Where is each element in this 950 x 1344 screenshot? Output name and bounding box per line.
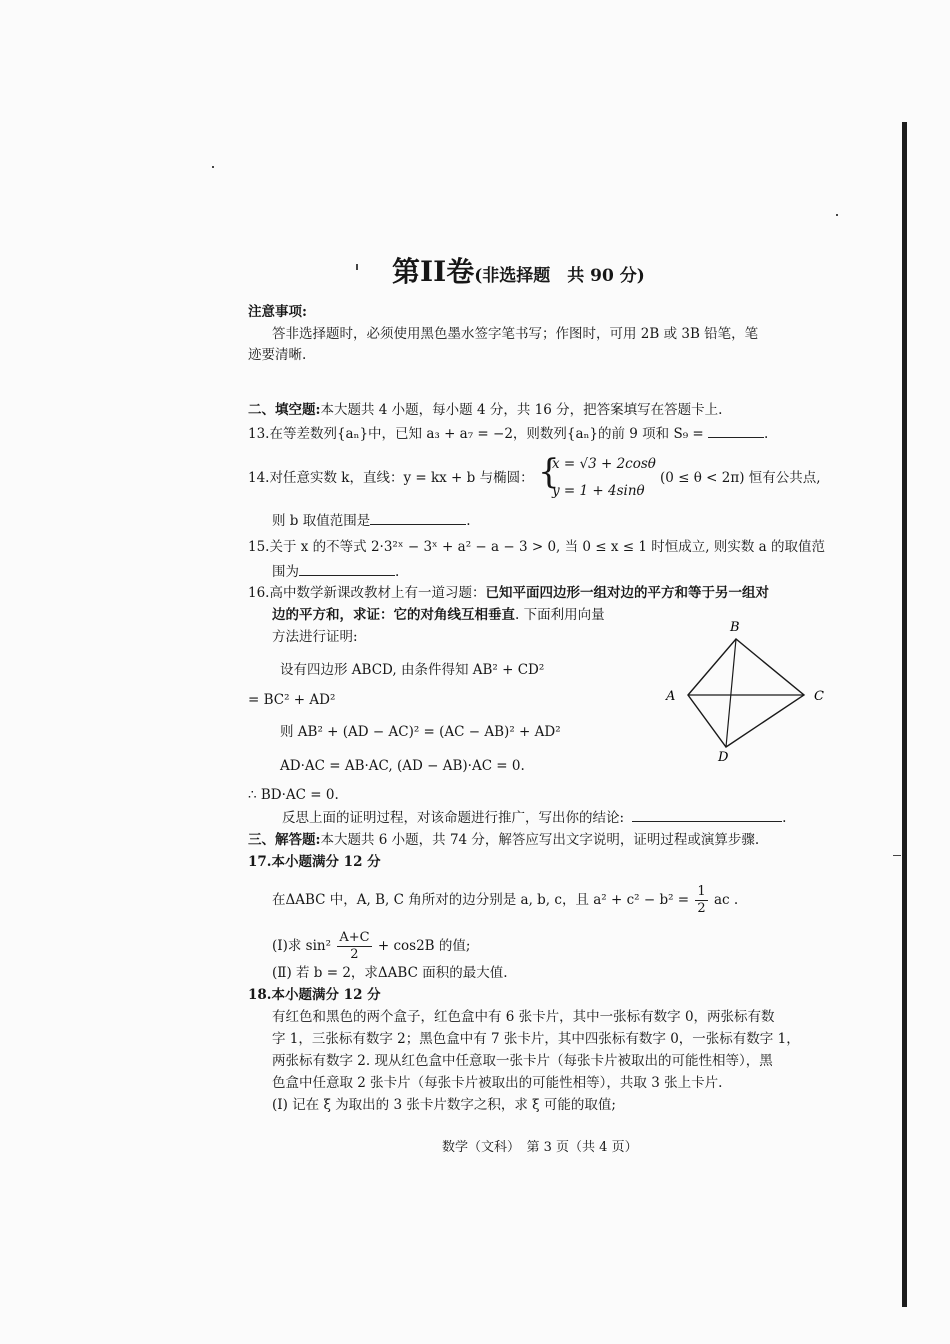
q16-line1-b: 已知平面四边形一组对边的平方和等于另一组对: [485, 585, 769, 601]
q16-line1-a: 16.高中数学新课改教材上有一道习题：: [248, 585, 486, 601]
q14-system-line1: x = √3 + 2cosθ: [552, 456, 656, 472]
page-footer: 数学（文科） 第 3 页（共 4 页）: [442, 1140, 638, 1155]
notice-line2: 迹要清晰.: [248, 347, 307, 363]
label-b: B: [730, 620, 740, 635]
section3-text: 本大题共 6 小题，共 74 分，解答应写出文字说明，证明过程或演算步骤.: [320, 832, 760, 848]
q18-heading: 18.本小题满分 12 分: [248, 987, 381, 1003]
q16-answer-blank[interactable]: [632, 809, 782, 822]
q16-line2-a: 边的平方和，求证：它的对角线互相垂直: [272, 607, 515, 623]
label-d: D: [718, 750, 729, 765]
section-title: [392, 250, 645, 290]
q14-system-line2: y = 1 + 4sinθ: [552, 483, 645, 499]
q13-end: .: [764, 426, 769, 442]
quadrilateral-diagram: [660, 615, 830, 765]
q17-part1-b: + cos2B 的值;: [377, 938, 471, 954]
q18-line1: 有红色和黑色的两个盒子，红色盒中有 6 张卡片，其中一张标有数字 0，两张标有数: [272, 1009, 775, 1025]
q17-stem-end: ac .: [714, 892, 739, 908]
q17-part1: [272, 930, 470, 963]
q15-line2: [272, 562, 399, 582]
q17-part1-num: A+C: [339, 930, 370, 945]
q15-end: .: [395, 564, 400, 580]
q13: [248, 424, 768, 444]
q18-line2: 字 1，三张标有数字 2；黑色盒中有 7 张卡片，其中四张标有数字 0，一张标有数字 1，: [272, 1031, 800, 1047]
q16-reflect: [282, 808, 786, 828]
scan-speck: [836, 214, 838, 216]
notice-heading: 注意事项:: [248, 304, 307, 320]
label-c: C: [814, 689, 824, 704]
q17-fraction-den: 2: [697, 901, 706, 916]
title-subtitle: (非选择题 共 90 分): [474, 266, 645, 286]
q16-line3: 方法进行证明:: [272, 629, 358, 645]
q13-answer-blank[interactable]: [708, 425, 764, 438]
q17-fraction-num: 1: [697, 884, 706, 899]
q17-part2: (Ⅱ) 若 b = 2，求ΔABC 面积的最大值.: [272, 965, 508, 981]
q15-line1: 15.关于 x 的不等式 2·3²ˣ − 3ˣ + a² − a − 3 > 0, 当 0 ≤ x ≤ 1 时恒成立, 则实数 a 的取值范: [248, 539, 825, 555]
q14-brace: {: [538, 452, 560, 492]
q16-proof1: 设有四边形 ABCD, 由条件得知 AB² + CD²: [280, 662, 545, 678]
q15-answer-blank[interactable]: [299, 563, 395, 576]
q16-proof5: ∴ BD·AC = 0.: [248, 787, 339, 803]
q16-proof2: = BC² + AD²: [248, 692, 336, 708]
section3-line: [248, 830, 759, 850]
scan-speck: [356, 264, 358, 270]
q14-line2: [272, 511, 471, 531]
q16-proof4: AD·AC = AB·AC, (AD − AB)·AC = 0.: [280, 758, 525, 774]
q17-stem-text: 在ΔABC 中，A, B, C 角所对的边分别是 a, b, c，且 a² + c² − b² =: [272, 892, 694, 908]
scan-edge-line: [902, 122, 907, 1307]
q17-part1-den: 2: [350, 947, 359, 962]
scan-speck: [893, 855, 901, 856]
q14-range: (0 ≤ θ < 2π) 恒有公共点,: [660, 470, 821, 486]
notice-line1: 答非选择题时，必须使用黑色墨水签字笔书写；作图时，可用 2B 或 3B 铅笔，笔: [272, 326, 759, 342]
quadrilateral-abcd: [688, 639, 804, 747]
q17-heading: 17.本小题满分 12 分: [248, 854, 381, 870]
section3-heading: 三、解答题:: [248, 832, 321, 848]
q14-end: .: [466, 513, 471, 529]
section2-line: [248, 400, 722, 420]
q16-line2: [272, 605, 605, 625]
q17-stem: [272, 884, 738, 917]
label-a: A: [666, 689, 676, 704]
q14-text: 14.对任意实数 k，直线：y = kx + b 与椭圆：: [248, 470, 534, 486]
q14-answer-blank[interactable]: [370, 512, 466, 525]
q13-text: 13.在等差数列{aₙ}中，已知 a₃ + a₇ = −2，则数列{aₙ}的前 9 项和 S₉ =: [248, 426, 709, 442]
q18-line5: (I) 记在 ξ 为取出的 3 张卡片数字之积，求 ξ 可能的取值;: [272, 1097, 616, 1113]
q16-proof3: 则 AB² + (AD − AC)² = (AC − AB)² + AD²: [280, 724, 561, 740]
q14-line2-text: 则 b 取值范围是: [272, 513, 371, 529]
q16-end: .: [782, 810, 787, 826]
scan-speck: [212, 166, 214, 168]
title-main: 第II卷: [392, 255, 475, 288]
q16-line2-b: . 下面利用向量: [515, 607, 605, 623]
q16-line1: [248, 583, 769, 603]
q15-line2-text: 围为: [272, 564, 299, 580]
q17-part1-fraction: [337, 930, 371, 963]
q16-reflect-text: 反思上面的证明过程，对该命题进行推广，写出你的结论:: [282, 810, 625, 826]
q18-line4: 色盒中任意取 2 张卡片（每张卡片被取出的可能性相等），共取 3 张上卡片.: [272, 1075, 723, 1091]
section2-text: 本大题共 4 小题，每小题 4 分，共 16 分，把答案填写在答题卡上.: [320, 402, 723, 418]
diagonal-bd: [726, 639, 736, 747]
q17-part1-a: (Ⅰ)求 sin²: [272, 938, 332, 954]
q17-fraction: [695, 884, 707, 917]
section2-heading: 二、填空题:: [248, 402, 321, 418]
q18-line3: 两张标有数字 2. 现从红色盒中任意取一张卡片（每张卡片被取出的可能性相等），黑: [272, 1053, 773, 1069]
